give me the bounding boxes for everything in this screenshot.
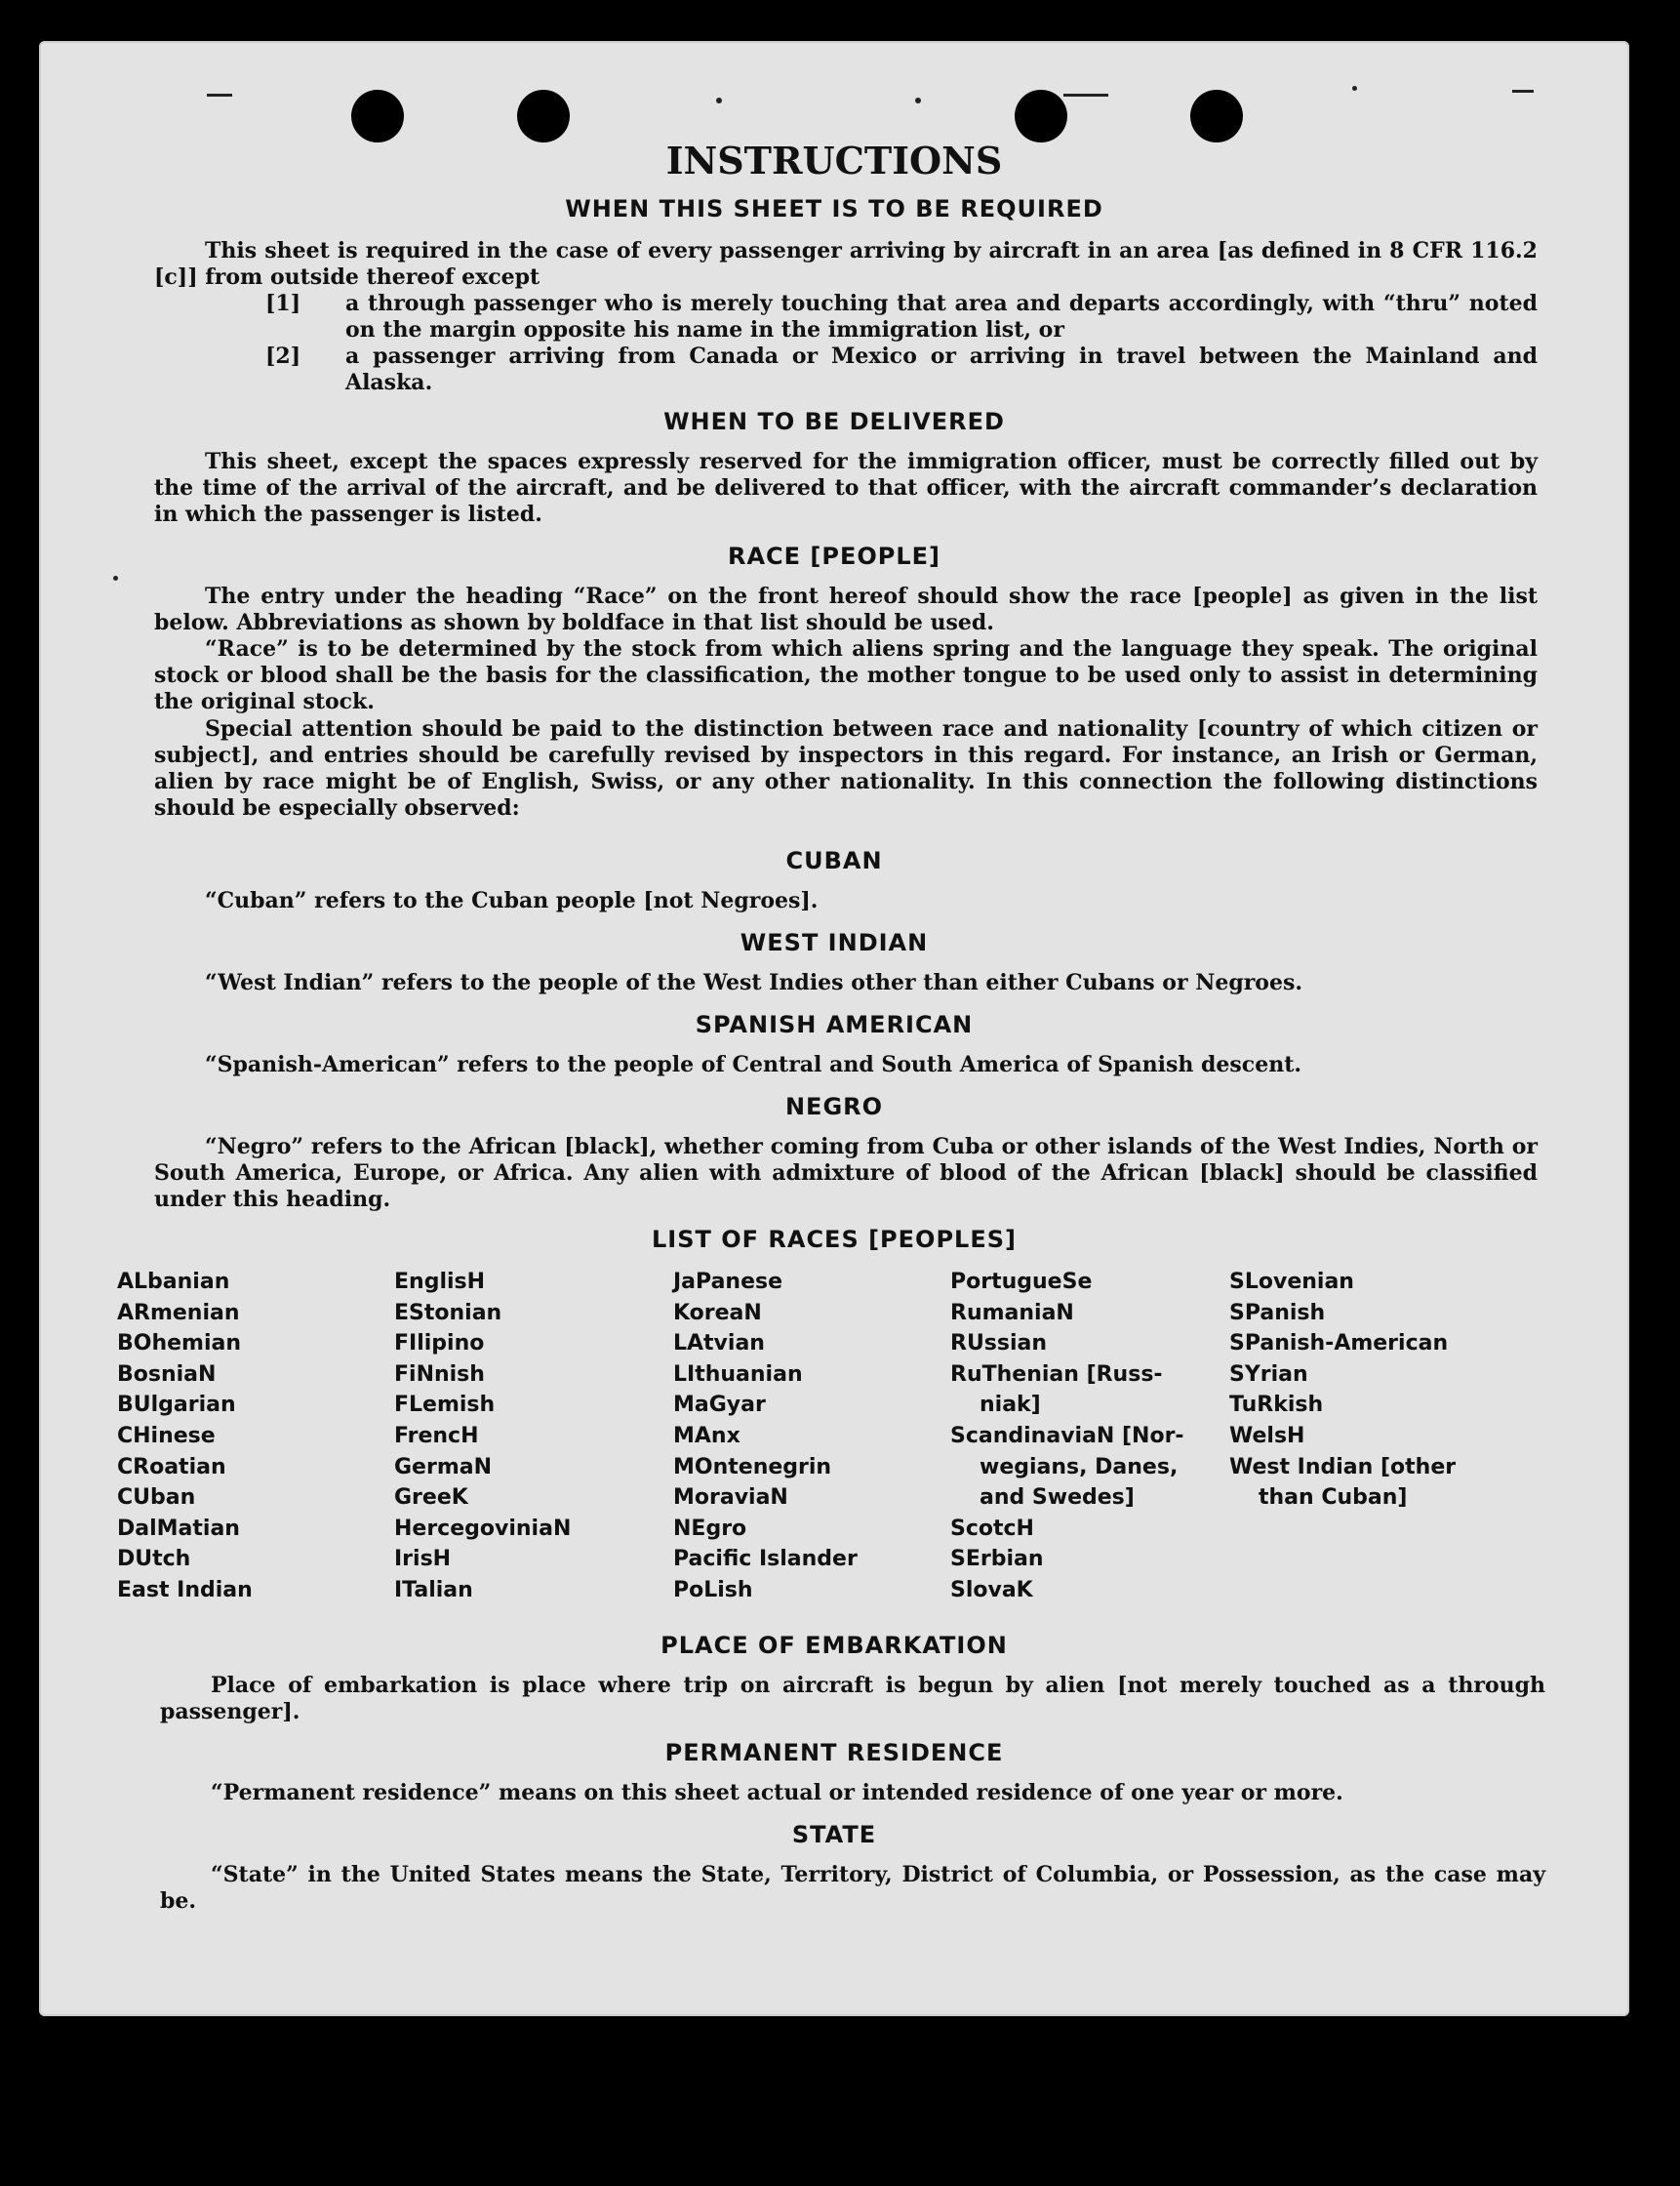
race-entry: FIlipino xyxy=(394,1331,485,1356)
heading-delivered: WHEN TO BE DELIVERED xyxy=(663,408,1005,435)
item-number: [2] xyxy=(265,344,301,369)
race-entry: BOhemian xyxy=(117,1331,242,1356)
race-entry: FiNnish xyxy=(394,1361,485,1387)
race-entry: West Indian [other xyxy=(1229,1454,1457,1479)
race-entry: wegians, Danes, xyxy=(980,1454,1179,1479)
race-entry: KoreaN xyxy=(673,1300,762,1325)
race-entry: EnglisH xyxy=(394,1270,486,1294)
race-entry: SLovenian xyxy=(1229,1270,1354,1294)
punch-hole xyxy=(517,90,570,142)
heading-residence: PERMANENT RESIDENCE xyxy=(664,1739,1004,1766)
race-para-2: “Race” is to be determined by the stock from which aliens spring and the language they speak. The original stock or blood shall be the basis for the classification, the mother tongue to be used only to assist in determining the original stock. xyxy=(154,636,1538,714)
race-para-1: The entry under the heading “Race” on the front hereof should show the race [people] as given in the list below. Abbreviations as shown by boldface in that list should be used. xyxy=(154,584,1538,635)
race-entry: IrisH xyxy=(394,1547,452,1572)
west-indian-text: “West Indian” refers to the people of the West Indies other than either Cubans or Negroes. xyxy=(205,970,1303,995)
race-entry: ALbanian xyxy=(117,1270,230,1294)
race-entry: JaPanese xyxy=(673,1270,783,1294)
heading-spanish-american: SPANISH AMERICAN xyxy=(695,1011,974,1038)
race-entry: RumaniaN xyxy=(950,1300,1074,1325)
race-entry: FLemish xyxy=(394,1393,496,1418)
race-entry: HercegoviniaN xyxy=(394,1516,572,1541)
races-column-2 xyxy=(394,1267,571,1606)
heading-list-of-races: LIST OF RACES [PEOPLES] xyxy=(652,1226,1017,1253)
race-entry: DUtch xyxy=(117,1547,191,1572)
residence-text: “Permanent residence” means on this sheet actual or intended residence of one year or more. xyxy=(211,1780,1343,1805)
heading-required: WHEN THIS SHEET IS TO BE REQUIRED xyxy=(565,195,1103,223)
heading-cuban: CUBAN xyxy=(785,847,883,874)
race-entry: WelsH xyxy=(1229,1423,1305,1448)
embarkation-text: Place of embarkation is place where trip on aircraft is begun by alien [not merely touched as a through passenger]. xyxy=(160,1673,1545,1724)
race-entry: MaGyar xyxy=(673,1393,766,1418)
race-entry: than Cuban] xyxy=(1259,1485,1408,1511)
punch-hole xyxy=(1190,90,1243,142)
required-item-2 xyxy=(265,344,1538,396)
races-column-3 xyxy=(673,1267,858,1606)
race-entry: DalMatian xyxy=(117,1516,240,1541)
race-entry: SYrian xyxy=(1229,1361,1308,1387)
race-entry: Pacific Islander xyxy=(673,1547,858,1572)
race-entry: SPanish-American xyxy=(1229,1331,1449,1356)
race-entry: East Indian xyxy=(117,1577,253,1602)
race-entry: PortugueSe xyxy=(950,1270,1093,1294)
races-column-1 xyxy=(117,1267,253,1606)
race-entry: ScandinaviaN [Nor- xyxy=(950,1423,1184,1448)
race-entry: and Swedes] xyxy=(980,1485,1135,1511)
race-entry: CUban xyxy=(117,1485,196,1511)
document-sheet xyxy=(39,41,1629,2016)
heading-west-indian: WEST INDIAN xyxy=(740,929,929,956)
race-entry: EStonian xyxy=(394,1300,502,1325)
state-text: “State” in the United States means the State, Territory, District of Columbia, or Possession, as the case may be. xyxy=(160,1862,1545,1914)
mark xyxy=(1512,90,1534,93)
punch-hole xyxy=(1015,90,1067,142)
mark xyxy=(716,98,722,103)
mark xyxy=(1063,94,1108,97)
races-column-5 xyxy=(1229,1267,1456,1514)
required-item-1 xyxy=(265,291,1538,344)
item-text: a passenger arriving from Canada or Mexico or arriving in travel between the Mainland and Alaska. xyxy=(345,344,1538,395)
race-entry: FrencH xyxy=(394,1423,479,1448)
race-entry: SPanish xyxy=(1229,1300,1326,1325)
heading-race: RACE [PEOPLE] xyxy=(727,543,941,570)
mark xyxy=(1352,86,1357,91)
mark xyxy=(113,576,118,581)
race-entry: RuThenian [Russ- xyxy=(950,1361,1163,1387)
race-entry: CRoatian xyxy=(117,1454,226,1479)
race-entry: CHinese xyxy=(117,1423,216,1448)
race-entry: MAnx xyxy=(673,1423,740,1448)
race-entry: MOntenegrin xyxy=(673,1454,832,1479)
race-para-3: Special attention should be paid to the distinction between race and nationality [country of which citizen or subject], and entries should be carefully revised by inspectors in this regard. For instance, an Irish or German, alien by race might be of English, Swiss, or any other nationality. In this connection the following distinctions should be especially observed: xyxy=(154,716,1538,821)
race-entry: ITalian xyxy=(394,1577,473,1602)
heading-state: STATE xyxy=(791,1821,877,1848)
race-entry: BUlgarian xyxy=(117,1393,236,1418)
heading-negro: NEGRO xyxy=(784,1093,884,1120)
spanish-american-text: “Spanish-American” refers to the people of Central and South America of Spanish descent. xyxy=(205,1052,1302,1077)
race-entry: RUssian xyxy=(950,1331,1048,1356)
race-entry: ARmenian xyxy=(117,1300,240,1325)
required-intro: This sheet is required in the case of every passenger arriving by aircraft in an area [as defined in 8 CFR 116.2 [c]] from outside thereof except xyxy=(154,238,1538,290)
race-entry: PoLish xyxy=(673,1577,753,1602)
heading-embarkation: PLACE OF EMBARKATION xyxy=(660,1632,1008,1659)
race-entry: BosniaN xyxy=(117,1361,217,1387)
page-title: INSTRUCTIONS xyxy=(665,139,1003,182)
race-entry: LIthuanian xyxy=(673,1361,803,1387)
race-entry: NEgro xyxy=(673,1516,747,1541)
race-entry: MoraviaN xyxy=(673,1485,788,1511)
race-entry: GermaN xyxy=(394,1454,493,1479)
delivered-text: This sheet, except the spaces expressly reserved for the immigration officer, must be correctly filled out by the time of the arrival of the aircraft, and be delivered to that officer, with the aircraft commander’s declaration in which the passenger is listed. xyxy=(154,449,1538,527)
race-entry: GreeK xyxy=(394,1485,468,1511)
race-entry: SErbian xyxy=(950,1547,1044,1572)
race-entry: niak] xyxy=(980,1393,1041,1418)
punch-hole xyxy=(351,90,404,142)
race-entry: TuRkish xyxy=(1229,1393,1324,1418)
item-text: a through passenger who is merely touching that area and departs accordingly, with “thru” noted on the margin opposite his name in the immigration list, or xyxy=(345,291,1538,343)
negro-text: “Negro” refers to the African [black], whether coming from Cuba or other islands of the West Indies, North or South America, Europe, or Africa. Any alien with admixture of blood of the African [black] should be classified under this heading. xyxy=(154,1134,1538,1212)
race-entry: SlovaK xyxy=(950,1577,1033,1602)
mark xyxy=(915,98,921,103)
race-entry: ScotcH xyxy=(950,1516,1034,1541)
races-column-4 xyxy=(950,1267,1184,1606)
item-number: [1] xyxy=(265,291,301,316)
cuban-text: “Cuban” refers to the Cuban people [not Negroes]. xyxy=(205,888,819,913)
mark xyxy=(207,94,232,97)
race-entry: LAtvian xyxy=(673,1331,765,1356)
